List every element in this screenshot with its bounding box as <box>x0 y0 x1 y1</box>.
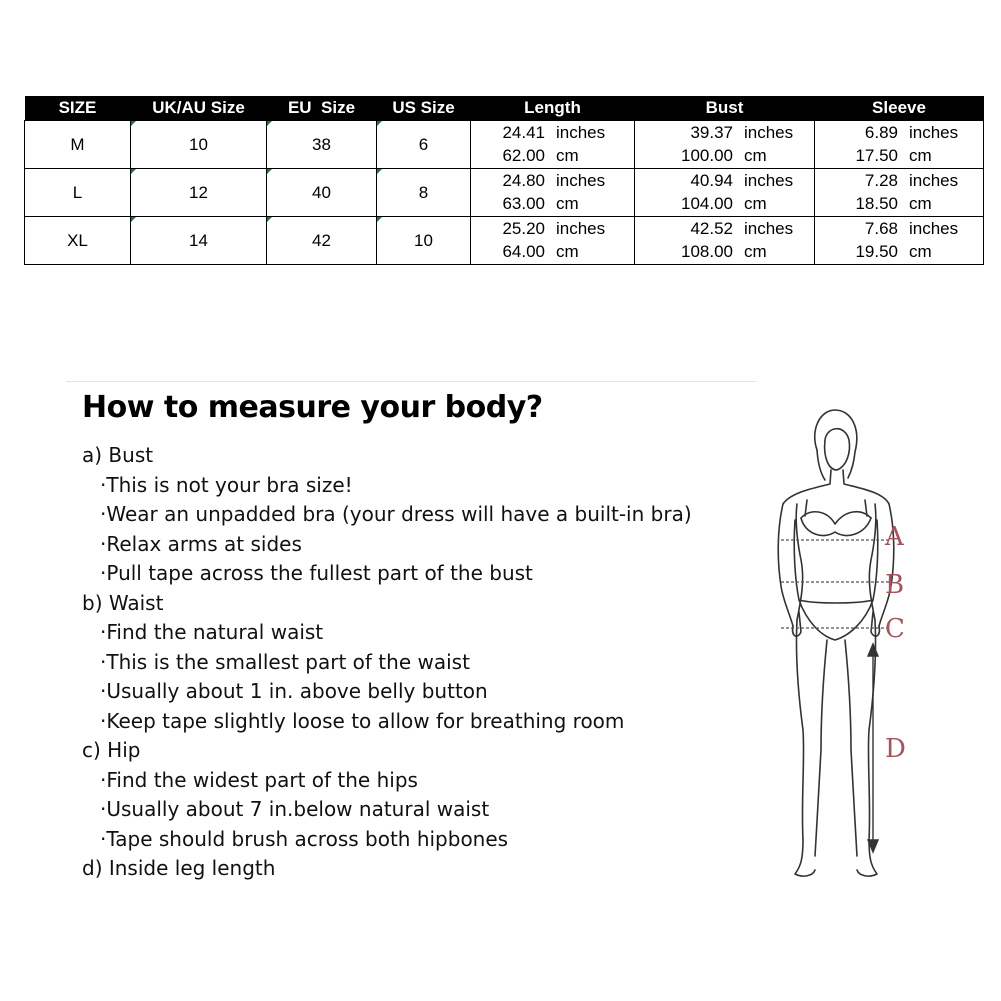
us-cell-value: 6 <box>418 134 429 154</box>
sleeve-cell <box>815 121 984 169</box>
header-us-size: US Size <box>377 96 471 121</box>
size-cell <box>25 169 131 217</box>
us-cell-value: 8 <box>418 182 429 202</box>
unit-label: cm <box>744 242 767 261</box>
sleeve-in-value: 7.68 <box>864 219 898 238</box>
header-bust: Bust <box>635 96 815 121</box>
cell-corner-marker <box>267 169 272 174</box>
sleeve-cm-line <box>815 193 983 216</box>
unit-label: cm <box>909 242 932 261</box>
unit-label: cm <box>909 146 932 165</box>
size-cell <box>25 121 131 169</box>
guide-tip: ·Keep tape slightly loose to allow for breathing room <box>100 708 625 733</box>
bust-in-line <box>635 218 814 241</box>
label-b: B <box>885 570 905 600</box>
bust-in-value: 40.94 <box>690 171 733 190</box>
length-cm-line <box>471 193 634 216</box>
us-cell-value: 10 <box>414 230 433 250</box>
unit-label: cm <box>744 146 767 165</box>
uk-au-cell-value: 12 <box>189 182 208 202</box>
bust-cm-line <box>635 145 814 168</box>
cell-corner-marker <box>131 121 136 126</box>
header-eu-size: EU Size <box>267 96 377 121</box>
us-cell <box>377 169 471 217</box>
table-row <box>25 121 984 169</box>
eu-cell <box>267 169 377 217</box>
sleeve-cm-line <box>815 241 983 264</box>
sleeve-cm-value: 18.50 <box>855 194 898 213</box>
sleeve-cell <box>815 217 984 265</box>
bust-cm-line <box>635 193 814 216</box>
sleeve-in-value: 6.89 <box>864 123 898 142</box>
unit-label: inches <box>556 219 606 238</box>
unit-label: inches <box>744 171 794 190</box>
unit-label: inches <box>909 123 959 142</box>
header-sleeve: Sleeve <box>815 96 984 121</box>
table-row <box>25 169 984 217</box>
uk-au-cell-value: 10 <box>189 134 208 154</box>
length-cm-line <box>471 241 634 264</box>
bust-cell <box>635 217 815 265</box>
length-cm-value: 64.00 <box>502 242 545 261</box>
size-cell-value: L <box>72 182 83 202</box>
label-a: A <box>885 522 904 552</box>
unit-label: cm <box>909 194 932 213</box>
measure-guide <box>82 441 722 884</box>
eu-cell-value: 40 <box>312 182 331 202</box>
sleeve-in-line <box>815 170 983 193</box>
label-c: C <box>885 614 905 644</box>
uk-au-cell <box>131 121 267 169</box>
length-cell <box>471 217 635 265</box>
eu-cell <box>267 121 377 169</box>
guide-tip: ·Usually about 7 in.below natural waist <box>100 797 490 821</box>
header-uk-au-size: UK/AU Size <box>131 96 267 121</box>
length-in-line <box>471 170 634 193</box>
us-cell <box>377 217 471 265</box>
guide-heading: c) Hip <box>82 738 141 762</box>
unit-label: inches <box>744 219 794 238</box>
bust-in-line <box>635 170 814 193</box>
unit-label: cm <box>556 194 579 213</box>
length-cell <box>471 169 635 217</box>
bust-cell <box>635 121 815 169</box>
us-cell <box>377 121 471 169</box>
guide-tip: ·Find the natural waist <box>100 620 324 644</box>
unit-label: inches <box>744 123 794 142</box>
unit-label: inches <box>556 123 606 142</box>
bust-cm-value: 104.00 <box>681 194 733 213</box>
unit-label: cm <box>556 242 579 261</box>
guide-tip: ·Usually about 1 in. above belly button <box>100 679 488 703</box>
cell-corner-marker <box>377 217 382 222</box>
uk-au-cell <box>131 169 267 217</box>
sleeve-cm-line <box>815 145 983 168</box>
sleeve-cell <box>815 169 984 217</box>
sleeve-in-line <box>815 122 983 145</box>
length-in-value: 25.20 <box>502 219 545 238</box>
uk-au-cell <box>131 217 267 265</box>
size-chart-table <box>24 96 984 265</box>
length-cell <box>471 121 635 169</box>
guide-heading: a) Bust <box>82 443 154 467</box>
size-cell-value: M <box>70 134 85 154</box>
table-header-row <box>25 96 984 121</box>
unit-label: inches <box>909 171 959 190</box>
eu-cell <box>267 217 377 265</box>
guide-tip: ·Wear an unpadded bra (your dress will have a built-in bra) <box>100 502 692 526</box>
body-figure-illustration <box>755 400 955 890</box>
unit-label: inches <box>556 171 606 190</box>
sleeve-in-line <box>815 218 983 241</box>
cell-corner-marker <box>377 169 382 174</box>
unit-label: cm <box>556 146 579 165</box>
cell-corner-marker <box>131 217 136 222</box>
header-length: Length <box>471 96 635 121</box>
cell-corner-marker <box>131 169 136 174</box>
bust-cell <box>635 169 815 217</box>
uk-au-cell-value: 14 <box>189 230 208 250</box>
length-in-line <box>471 218 634 241</box>
section-divider <box>66 381 756 382</box>
bust-in-value: 42.52 <box>690 219 733 238</box>
guide-heading: b) Waist <box>82 590 164 615</box>
table-row <box>25 217 984 265</box>
bust-in-line <box>635 122 814 145</box>
size-cell <box>25 217 131 265</box>
unit-label: inches <box>909 219 959 238</box>
cell-corner-marker <box>267 217 272 222</box>
size-table-body <box>25 121 984 265</box>
length-cm-value: 63.00 <box>502 194 545 213</box>
measure-title: How to measure your body? <box>82 390 543 425</box>
bust-in-value: 39.37 <box>690 123 733 142</box>
length-in-value: 24.80 <box>502 171 545 190</box>
length-in-line <box>471 122 634 145</box>
bust-cm-line <box>635 241 814 264</box>
sleeve-cm-value: 19.50 <box>855 242 898 261</box>
guide-tip: ·This is the smallest part of the waist <box>100 649 470 674</box>
sleeve-cm-value: 17.50 <box>855 146 898 165</box>
sleeve-in-value: 7.28 <box>864 171 898 190</box>
length-in-value: 24.41 <box>502 123 545 142</box>
length-cm-line <box>471 145 634 168</box>
header-size: SIZE <box>25 96 131 121</box>
length-cm-value: 62.00 <box>502 146 545 165</box>
unit-label: cm <box>744 194 767 213</box>
label-d: D <box>885 734 906 764</box>
bust-cm-value: 108.00 <box>681 242 733 261</box>
size-cell-value: XL <box>67 230 88 250</box>
body-outline-icon <box>755 400 955 890</box>
cell-corner-marker <box>377 121 382 126</box>
bust-cm-value: 100.00 <box>681 146 733 165</box>
guide-tip: ·Pull tape across the fullest part of the bust <box>100 561 533 585</box>
eu-cell-value: 38 <box>312 134 331 154</box>
eu-cell-value: 42 <box>312 230 331 250</box>
guide-heading: d) Inside leg length <box>82 856 276 880</box>
guide-tip: ·Relax arms at sides <box>100 531 302 556</box>
guide-tip: ·This is not your bra size! <box>100 472 353 497</box>
guide-tip: ·Find the widest part of the hips <box>100 767 418 792</box>
guide-tip: ·Tape should brush across both hipbones <box>100 826 509 851</box>
cell-corner-marker <box>267 121 272 126</box>
